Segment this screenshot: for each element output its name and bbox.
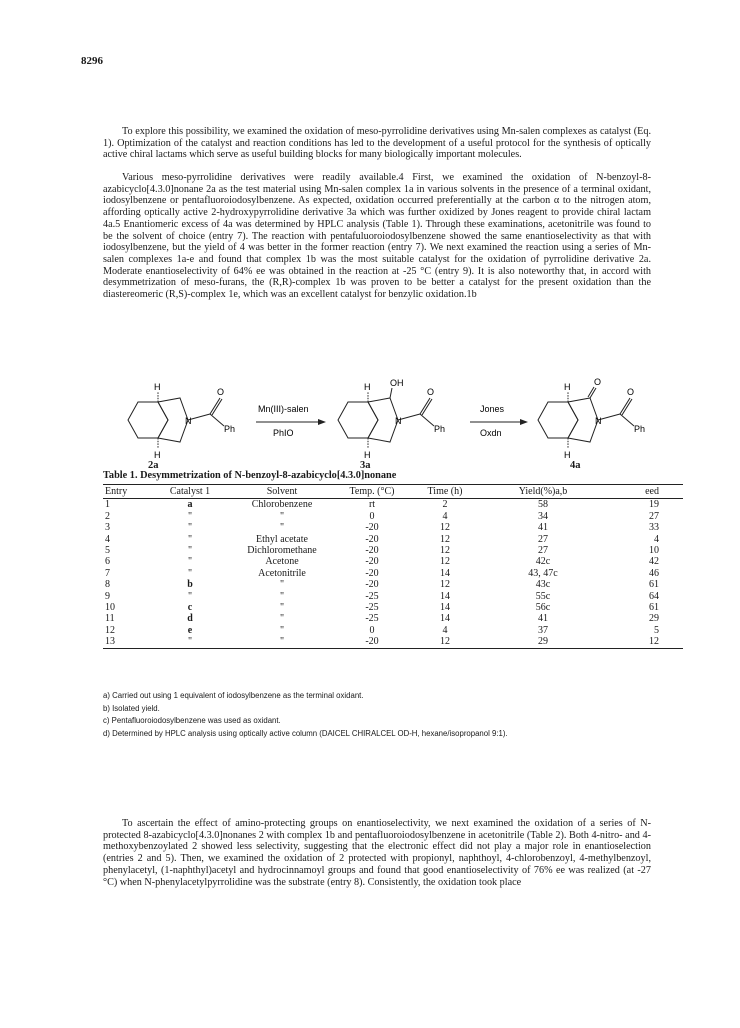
table-cell: Dichloromethane [247, 545, 317, 557]
table-row [103, 625, 683, 636]
table-row [103, 613, 683, 624]
structure-2a [128, 392, 224, 448]
table-cell: a [187, 499, 193, 511]
table-header-row [103, 485, 683, 499]
table-cell: -20 [365, 567, 379, 579]
ph-label: Ph [224, 424, 236, 434]
table-cell: 10 [105, 602, 115, 614]
table-cell: 12 [440, 556, 450, 568]
table-cell: 1 [105, 499, 110, 511]
table-row [103, 556, 683, 567]
table-cell: 12 [440, 533, 450, 545]
table-cell: " [279, 602, 285, 614]
table-cell: 12 [105, 624, 115, 636]
table-cell: 6 [105, 556, 110, 568]
table-cell: 12 [440, 636, 450, 648]
table-row [103, 511, 683, 522]
table-row [103, 545, 683, 556]
table-header-cell: Yield(%)a,b [518, 486, 568, 497]
reaction-scheme [128, 377, 668, 472]
o-label: O [427, 387, 435, 397]
table-cell: " [187, 636, 193, 648]
table-cell: 29 [649, 613, 659, 625]
table-cell: " [187, 522, 193, 534]
table-cell: 13 [105, 636, 115, 648]
table-cell: 0 [369, 510, 375, 522]
n-label: N [395, 416, 402, 426]
table-cell: 0 [369, 624, 375, 636]
table-cell: -20 [365, 545, 379, 557]
footnote: d) Determined by HPLC analysis using optically active column (DAICEL CHIRALCEL OD-H, hexane/isopropanol 9:1). [103, 728, 508, 738]
table-cell: 27 [538, 545, 548, 557]
o-label: O [594, 377, 602, 387]
table-row [103, 579, 683, 590]
table-cell: 3 [105, 522, 110, 534]
table-cell: 14 [440, 567, 450, 579]
footnote: a) Carried out using 1 equivalent of iodosylbenzene as the terminal oxidant. [103, 691, 364, 700]
h-label: H [154, 450, 161, 460]
h-label: H [364, 382, 371, 392]
table-cell: 4 [442, 510, 448, 522]
h-label: H [564, 382, 571, 392]
table-header-cell: Entry [105, 486, 128, 497]
h-label: H [154, 382, 161, 392]
table-title: Table 1. Desymmetrization of N-benzoyl-8-azabicyclo[4.3.0]nonane [103, 470, 397, 481]
paragraph-intro: To explore this possibility, we examined the oxidation of meso-pyrrolidine derivatives using Mn-salen complexes as catalyst (Eq. 1). Optimization of the catalyst and reaction conditions has led to the development of a useful protocol for the synthesis of optically active chiral lactams which serve as useful building blocks for many biologically important molecules. [103, 126, 651, 161]
table-cell: 12 [440, 579, 450, 591]
table-cell: Acetone [265, 556, 299, 568]
table-header-cell: Temp. (°C) [349, 486, 395, 497]
reagent-top: Mn(III)-salen [258, 404, 309, 414]
table-cell: " [187, 510, 193, 522]
ph-label: Ph [434, 424, 446, 434]
table-cell: d [187, 613, 193, 625]
table-cell: 64 [649, 590, 659, 602]
results-table [103, 484, 683, 649]
table-footnotes [103, 690, 508, 740]
table-cell: 2 [442, 499, 448, 511]
table-cell: -25 [365, 613, 379, 625]
h-label: H [564, 450, 571, 460]
table-cell: 10 [649, 545, 659, 557]
o-label: O [627, 387, 635, 397]
ph-label: Ph [634, 424, 646, 434]
table-row [103, 602, 683, 613]
table-cell: 42c [535, 556, 551, 568]
table-cell: 58 [538, 499, 548, 511]
table-body [103, 499, 683, 648]
compound-label-3a: 3a [360, 460, 371, 471]
table-cell: 43c [535, 579, 551, 591]
table-cell: 41 [538, 613, 548, 625]
table-cell: 14 [440, 613, 450, 625]
table-cell: 29 [538, 636, 548, 648]
table-cell: 55c [535, 590, 551, 602]
table-cell: " [279, 510, 285, 522]
table-cell: 61 [649, 579, 659, 591]
arrow-head [520, 419, 528, 425]
table-row [103, 534, 683, 545]
table-cell: e [187, 624, 193, 636]
table-cell: 12 [440, 522, 450, 534]
table-header-cell: Time (h) [427, 486, 463, 497]
table-cell: " [279, 579, 285, 591]
table-cell: 33 [649, 522, 659, 534]
table-cell: 43, 47c [528, 567, 558, 579]
paragraph-results: Various meso-pyrrolidine derivatives were readily available.4 First, we examined the oxidation of N-benzoyl-8-azabicyclo[4.3.0]nonane 2a as the test material using Mn-salen complex 1a in various solvents in the presence of a terminal oxidant, iodosylbenzene or pentafluoroiodosylbenzene. As expected, oxidation occurred preferentially at the carbon α to the nitrogen atom, affording optically active 2-hydroxypyrrolidine derivative 3a which was further oxidized by Jones reagent to provide chiral lactam 4a.5 Enantiomeric excess of 4a was determined by HPLC analysis (Table 1). Through these examinations, acetonitrile was found to be the solvent of choice (entry 7). The reaction with pentafuluoroiodosylbenzene showed the same enantioselectivity as that with iodosylbenzene, but the yield of 4 was better in the former reaction (entry 7). We next examined the reaction using a series of Mn-salen complexes 1a-e and found that complex 1b was the most suitable catalyst for the oxidation of pyrrolidine derivative 2a. Moderate enantioselectivity of 64% ee was obtained in the reaction at -25 °C (entry 9). It is also noteworthy that, in accord with desymmetrization of meso-furans, the (R,R)-complex 1b was proven to be better a catalyst for the present oxidation than the diastereomeric (R,S)-complex 1e, which was an excellent catalyst for benzylic oxidation.1b [103, 172, 651, 301]
table-cell: 4 [654, 533, 659, 545]
table-cell: 5 [105, 545, 110, 557]
compound-label-4a: 4a [570, 460, 581, 471]
reagent-bottom: Oxdn [480, 428, 502, 438]
table-cell: " [187, 533, 193, 545]
table-cell: -20 [365, 556, 379, 568]
table-row [103, 522, 683, 533]
table-cell: 4 [442, 624, 448, 636]
table-cell: 12 [440, 545, 450, 557]
table-cell: 9 [105, 590, 110, 602]
table-cell: -20 [365, 533, 379, 545]
n-label: N [595, 416, 602, 426]
table-cell: -20 [365, 522, 379, 534]
n-label: N [185, 416, 192, 426]
table-cell: 61 [649, 602, 659, 614]
table-cell: " [187, 590, 193, 602]
table-cell: Acetonitrile [258, 567, 306, 579]
structure-4a [538, 387, 634, 448]
table-cell: " [279, 636, 285, 648]
table-cell: " [187, 556, 193, 568]
reagent-bottom: PhIO [273, 428, 294, 438]
paragraph-protecting-groups: To ascertain the effect of amino-protecting groups on enantioselectivity, we next examined the oxidation of a series of N-protected 8-azabicyclo[4.3.0]nonanes 2 with complex 1b and pentafluoroiodosylbenzene in acetonitrile (Table 2). Both 4-nitro- and 4-methoxybenzoylated 2 showed less selectivity, suggesting that the electronic effect did not play a major role in enantioselection (entries 2 and 5). Then, we examined the oxidation of 2 protected with propionyl, naphthoyl, 4-chlorobenzoyl, 4-methylbenzoyl, phenylacetyl, (1-naphthyl)acetyl and hydrocinnamoyl groups and found that good enantioselectivity of 76% ee was realized (at -27 °C) when N-phenylacetylpyrrolidine was the substrate (entry 8). Consistently, the oxidation took place [103, 818, 651, 888]
table-cell: 8 [105, 579, 110, 591]
structure-3a [338, 388, 434, 448]
table-cell: 11 [105, 613, 115, 625]
table-cell: 46 [649, 567, 659, 579]
table-cell: b [187, 579, 193, 591]
table-row [103, 591, 683, 602]
table-cell: -25 [365, 590, 379, 602]
reagent-top: Jones [480, 404, 505, 414]
table-cell: rt [368, 499, 376, 511]
arrow-head [318, 419, 326, 425]
table-cell: " [279, 613, 285, 625]
table-cell: 12 [649, 636, 659, 648]
table-cell: 14 [440, 590, 450, 602]
table-cell: -25 [365, 602, 379, 614]
footnote: b) Isolated yield. [103, 703, 160, 713]
table-header-cell: Catalyst 1 [169, 486, 211, 497]
table-cell: 34 [538, 510, 548, 522]
table-cell: 41 [538, 522, 548, 534]
table-cell: 56c [535, 602, 551, 614]
table-cell: 2 [105, 510, 110, 522]
table-cell: Ethyl acetate [256, 533, 308, 545]
table-cell: 27 [649, 510, 659, 522]
o-label: O [217, 387, 225, 397]
oh-label: OH [390, 378, 404, 388]
table-row [103, 499, 683, 511]
compound-label-2a: 2a [148, 460, 159, 471]
page-number: 8296 [81, 55, 103, 67]
table-cell: -20 [365, 636, 379, 648]
table-cell: c [187, 602, 193, 614]
table-cell: 27 [538, 533, 548, 545]
table-cell: " [279, 624, 285, 636]
h-label: H [364, 450, 371, 460]
table-cell: " [279, 522, 285, 534]
table-cell: 42 [649, 556, 659, 568]
table-header-cell: Solvent [266, 486, 298, 497]
table-cell: 19 [649, 499, 659, 511]
table-cell: 4 [105, 533, 110, 545]
table-cell: 5 [654, 624, 659, 636]
table-cell: 37 [538, 624, 548, 636]
table-row [103, 568, 683, 579]
table-row [103, 636, 683, 648]
footnote: c) Pentafluoroiodosylbenzene was used as oxidant. [103, 716, 281, 726]
table-cell: 14 [440, 602, 450, 614]
table-cell: -20 [365, 579, 379, 591]
table-cell: Chlorobenzene [251, 499, 313, 511]
table-cell: " [187, 545, 193, 557]
table-cell: " [279, 590, 285, 602]
table-cell: " [187, 567, 193, 579]
table-header-cell: eed [645, 486, 659, 497]
table-cell: 7 [105, 567, 110, 579]
